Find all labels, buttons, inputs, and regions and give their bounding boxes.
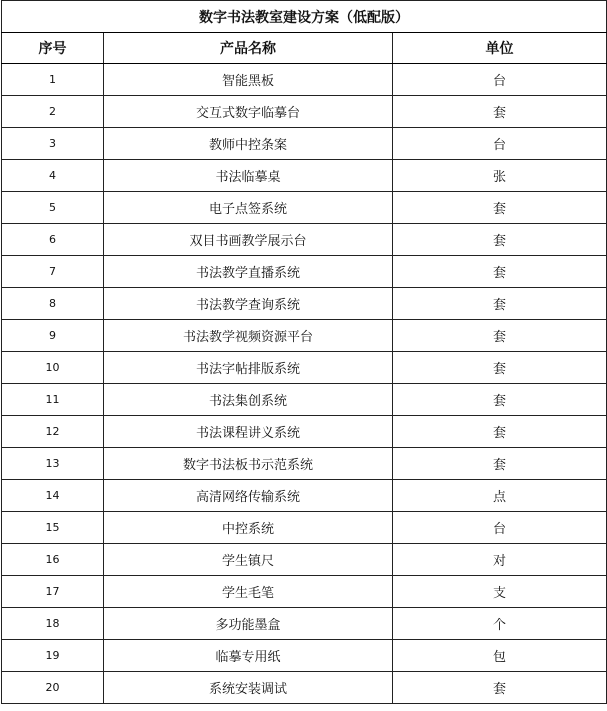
table-title[interactable]: 数字书法教室建设方案（低配版） [2,1,607,33]
row-index-cell[interactable]: 9 [2,320,104,352]
row-unit-cell[interactable]: 包 [393,640,607,672]
row-product-name-cell[interactable]: 书法课程讲义系统 [104,416,393,448]
row-product-name-cell[interactable]: 书法教学视频资源平台 [104,320,393,352]
row-unit-cell[interactable]: 套 [393,320,607,352]
row-index-cell[interactable]: 18 [2,608,104,640]
row-unit-cell[interactable]: 套 [393,384,607,416]
row-product-name-cell[interactable]: 书法教学查询系统 [104,288,393,320]
row-index-cell[interactable]: 8 [2,288,104,320]
row-product-name-cell[interactable]: 电子点签系统 [104,192,393,224]
row-product-name-cell[interactable]: 教师中控条案 [104,128,393,160]
table-title-row [2,1,607,33]
row-index-cell[interactable]: 20 [2,672,104,704]
table-row [2,320,607,352]
row-unit-cell[interactable]: 套 [393,672,607,704]
row-index-cell[interactable]: 7 [2,256,104,288]
row-index-cell[interactable]: 16 [2,544,104,576]
row-index-cell[interactable]: 17 [2,576,104,608]
table-row [2,608,607,640]
row-product-name-cell[interactable]: 临摹专用纸 [104,640,393,672]
row-unit-cell[interactable]: 台 [393,512,607,544]
row-index-cell[interactable]: 11 [2,384,104,416]
row-unit-cell[interactable]: 点 [393,480,607,512]
row-index-cell[interactable]: 10 [2,352,104,384]
table-row [2,128,607,160]
table-row [2,64,607,96]
row-unit-cell[interactable]: 套 [393,352,607,384]
row-unit-cell[interactable]: 张 [393,160,607,192]
row-product-name-cell[interactable]: 智能黑板 [104,64,393,96]
row-index-cell[interactable]: 19 [2,640,104,672]
table-row [2,512,607,544]
row-unit-cell[interactable]: 套 [393,448,607,480]
row-index-cell[interactable]: 15 [2,512,104,544]
table-header-row [2,33,607,64]
row-unit-cell[interactable]: 套 [393,224,607,256]
table-body [2,64,607,704]
row-product-name-cell[interactable]: 学生毛笔 [104,576,393,608]
row-index-cell[interactable]: 1 [2,64,104,96]
row-index-cell[interactable]: 13 [2,448,104,480]
row-product-name-cell[interactable]: 书法教学直播系统 [104,256,393,288]
row-product-name-cell[interactable]: 数字书法板书示范系统 [104,448,393,480]
row-unit-cell[interactable]: 个 [393,608,607,640]
product-table [1,0,607,704]
row-unit-cell[interactable]: 台 [393,64,607,96]
row-product-name-cell[interactable]: 多功能墨盒 [104,608,393,640]
table-row [2,384,607,416]
row-index-cell[interactable]: 6 [2,224,104,256]
row-unit-cell[interactable]: 套 [393,288,607,320]
row-index-cell[interactable]: 12 [2,416,104,448]
row-unit-cell[interactable]: 套 [393,192,607,224]
table-row [2,416,607,448]
row-index-cell[interactable]: 3 [2,128,104,160]
row-product-name-cell[interactable]: 书法临摹桌 [104,160,393,192]
column-header-product-name[interactable]: 产品名称 [104,33,393,64]
row-product-name-cell[interactable]: 交互式数字临摹台 [104,96,393,128]
column-header-unit[interactable]: 单位 [393,33,607,64]
row-unit-cell[interactable]: 套 [393,256,607,288]
table-row [2,288,607,320]
row-product-name-cell[interactable]: 学生镇尺 [104,544,393,576]
table-row [2,96,607,128]
row-product-name-cell[interactable]: 中控系统 [104,512,393,544]
table-row [2,192,607,224]
row-product-name-cell[interactable]: 系统安装调试 [104,672,393,704]
table-row [2,224,607,256]
row-product-name-cell[interactable]: 书法集创系统 [104,384,393,416]
table-row [2,448,607,480]
table-row [2,544,607,576]
row-index-cell[interactable]: 4 [2,160,104,192]
row-unit-cell[interactable]: 支 [393,576,607,608]
row-index-cell[interactable]: 14 [2,480,104,512]
row-unit-cell[interactable]: 台 [393,128,607,160]
row-unit-cell[interactable]: 套 [393,96,607,128]
table-row [2,160,607,192]
table-row [2,352,607,384]
table-row [2,640,607,672]
table-row [2,576,607,608]
row-index-cell[interactable]: 5 [2,192,104,224]
row-unit-cell[interactable]: 套 [393,416,607,448]
row-product-name-cell[interactable]: 高清网络传输系统 [104,480,393,512]
row-index-cell[interactable]: 2 [2,96,104,128]
table-row [2,480,607,512]
table-row [2,672,607,704]
row-unit-cell[interactable]: 对 [393,544,607,576]
table-row [2,256,607,288]
row-product-name-cell[interactable]: 双目书画教学展示台 [104,224,393,256]
row-product-name-cell[interactable]: 书法字帖排版系统 [104,352,393,384]
column-header-index[interactable]: 序号 [2,33,104,64]
